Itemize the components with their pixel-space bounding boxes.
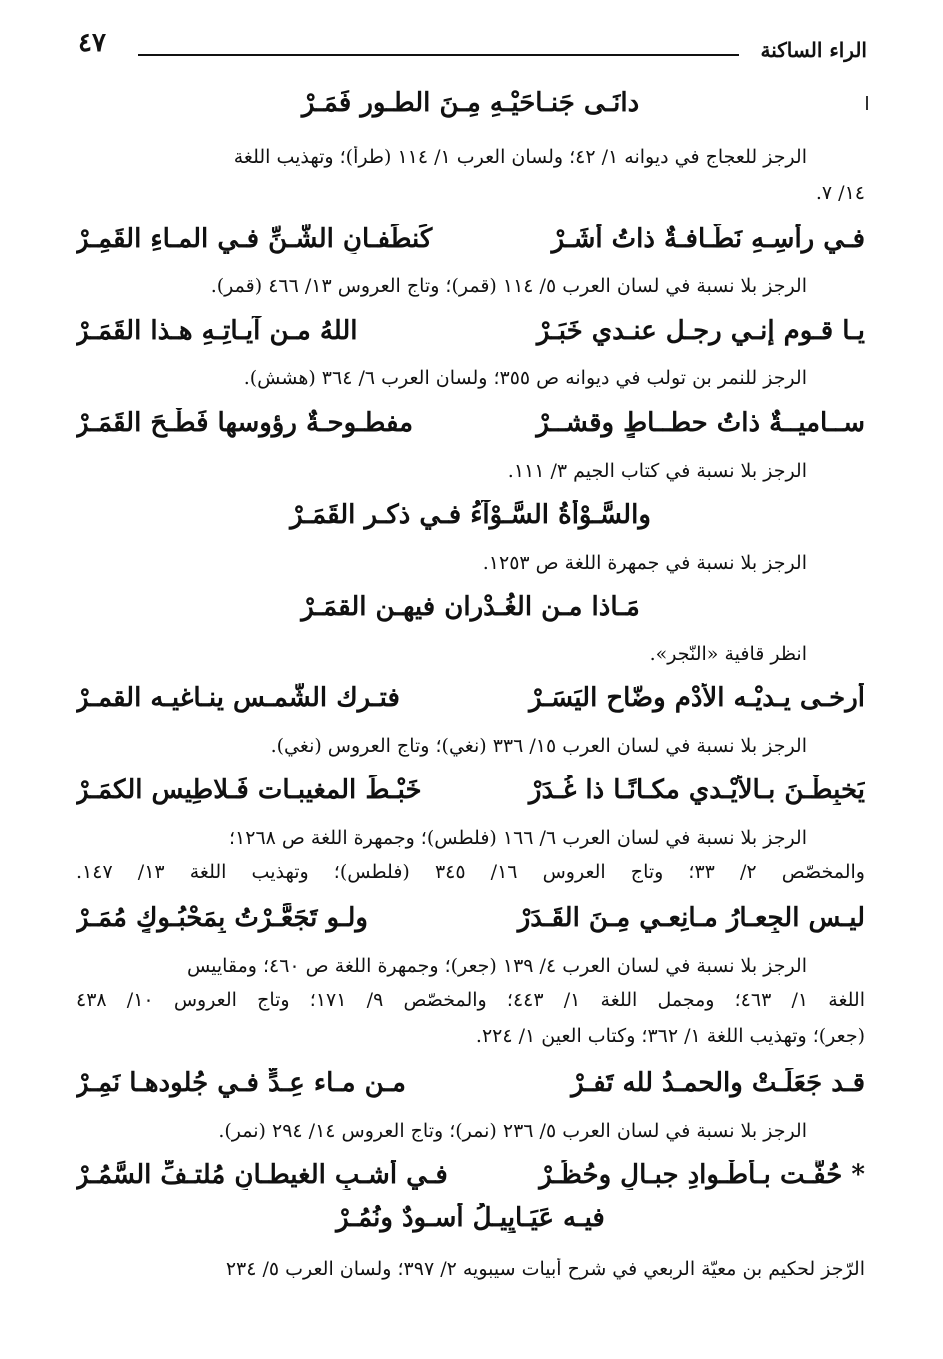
citation-line: (جعر)؛ وتهذيب اللغة ١/ ٣٦٢؛ وكتاب العين ١/ ٢٢٤.	[475, 1025, 865, 1047]
hemistich-right: ســاميــةٌ ذاتُ حطــاطٍ وقشــرْ	[536, 408, 865, 438]
verse-line: مَـاذا مـن الغُـدْران فيهـن القمَـرْ	[301, 592, 640, 622]
citation-line: الرجز بلا نسبة في لسان العرب ٤/ ١٣٩ (جعر)؛ وجمهرة اللغة ص ٤٦٠؛ ومقاييس	[186, 955, 807, 977]
citation-line: الرجز للعجاج في ديوانه ١/ ٤٢؛ ولسان العرب ١/ ١١٤ (طرأ)؛ وتهذيب اللغة	[233, 146, 807, 168]
hemistich-right: ليـس الجِعـارُ مـانِعـي مِـنَ القَـدَرْ	[517, 903, 865, 933]
citation-line: الرجز بلا نسبة في لسان العرب ٦/ ١٦٦ (فلطس)؛ وجمهرة اللغة ص ١٢٦٨؛	[228, 827, 807, 849]
citation-line: الرجز بلا نسبة في لسان العرب ١٥/ ٣٣٦ (نغي)؛ وتاج العروس (نغي).	[270, 735, 807, 757]
verse-line	[76, 316, 865, 346]
hemistich-right: فـي رأسِـهِ نَطّـافـةٌ ذاتُ أُشَـرْ	[551, 224, 865, 254]
verse-line	[76, 903, 865, 933]
citation-line: الرجز للنمر بن تولب في ديوانه ص ٣٥٥؛ ولسان العرب ٦/ ٣٦٤ (هشش).	[243, 367, 807, 389]
hemistich-right: يـا قـوم إنـي رجـل عنـدي خَبَـرْ	[536, 316, 865, 346]
header-rule	[138, 54, 739, 56]
hemistich-left: ولـو تَجَعَّـرْتُ بِمَحْبُـوكٍ مُمَـرْ	[76, 903, 368, 933]
citation-line: الرجز بلا نسبة في كتاب الجيم ٣/ ١١١.	[507, 460, 807, 482]
verse-line: والسَّـوْأةُ السَّـوْآءُ فـي ذكـر القَمَـرْ	[290, 500, 651, 530]
verse-line	[76, 1160, 865, 1190]
citation-line: اللغة ١/ ٤٦٣؛ ومجمل اللغة ١/ ٤٤٣؛ والمخصّص ٩/ ١٧١؛ وتاج العروس ١٠/ ٤٣٨	[76, 989, 865, 1011]
running-title: الراء الساكنة	[760, 38, 867, 62]
hemistich-left: فتـرك الشَّمـس ينـاغيـه القمـرْ	[76, 683, 400, 713]
verse-line: فيـه عَيَـايِيـلُ أسـودٌ ونُمُـرْ	[336, 1203, 605, 1233]
citation-line: الرجز بلا نسبة في جمهرة اللغة ص ١٢٥٣.	[482, 552, 807, 574]
verse-line	[76, 683, 865, 713]
verse-line: دانَـى جَنـاحَيْـهِ مِـنَ الطـور فَمَـرْ	[301, 88, 640, 118]
verse-line	[76, 775, 865, 805]
citation-line: الرجز بلا نسبة في لسان العرب ٥/ ١١٤ (قمر)؛ وتاج العروس ١٣/ ٤٦٦ (قمر).	[210, 275, 807, 297]
hemistich-left: مفطـوحـةٌ رؤوسها فَطْـحَ القَمَـرْ	[76, 408, 414, 438]
hemistich-left: فـي أشـبِ الغيطـانِ مُلتـفِّ السَّمُـرْ	[76, 1160, 448, 1190]
margin-mark	[866, 96, 868, 110]
verse-line	[76, 1068, 865, 1098]
asterisk-marker: *	[851, 1160, 865, 1190]
hemistich-right: قـد جَعَلَـتْ والحمـدُ لله تَفـرْ	[571, 1068, 865, 1098]
hemistich-right	[539, 1160, 865, 1190]
hemistich-right: أرخـى يـديْـه الأُدْم وضّاح اليَسَـرْ	[529, 683, 865, 713]
citation-line: الرجز بلا نسبة في لسان العرب ٥/ ٢٣٦ (نمر)؛ وتاج العروس ١٤/ ٢٩٤ (نمر).	[218, 1120, 807, 1142]
verse-line	[76, 408, 865, 438]
hemistich-left: كَنطَفـانِ الشَّـنِّ فـي المـاءِ القَمِـرْ	[76, 224, 433, 254]
hemistich-left: اللهُ مـن آيـاتِـهِ هـذا القَمَـرْ	[76, 316, 358, 346]
hemistich-left: مـن مـاء عِـدٍّ فـي جُلودهـا نَمِـرْ	[76, 1068, 406, 1098]
citation-line: انظر قافية «النّجر».	[649, 643, 807, 665]
verse-line	[76, 224, 865, 254]
hemistich-right-text: حُفَّـت بـأطْـوادِ جبـالٍ وحُظُـرْ	[539, 1160, 843, 1190]
citation-line: والمخصّص ٢/ ٣٣؛ وتاج العروس ١٦/ ٣٤٥ (فلطس)؛ وتهذيب اللغة ١٣/ ١٤٧.	[76, 861, 865, 883]
citation-line: الرّجز لحكيم بن معيّة الربعي في شرح أبيات سيبويه ٢/ ٣٩٧؛ ولسان العرب ٥/ ٢٣٤	[225, 1258, 865, 1280]
citation-line: ١٤/ ٧.	[815, 182, 865, 204]
hemistich-right: يَخبِطْـنَ بـالأيْـدي مكـانًـا ذا غُـدَرْ	[528, 775, 865, 805]
page-header	[78, 28, 867, 68]
page-number: ٤٧	[78, 28, 106, 58]
hemistich-left: خَبْـطَ المغيبـات فَـلاطِيس الكمَـرْ	[76, 775, 422, 805]
